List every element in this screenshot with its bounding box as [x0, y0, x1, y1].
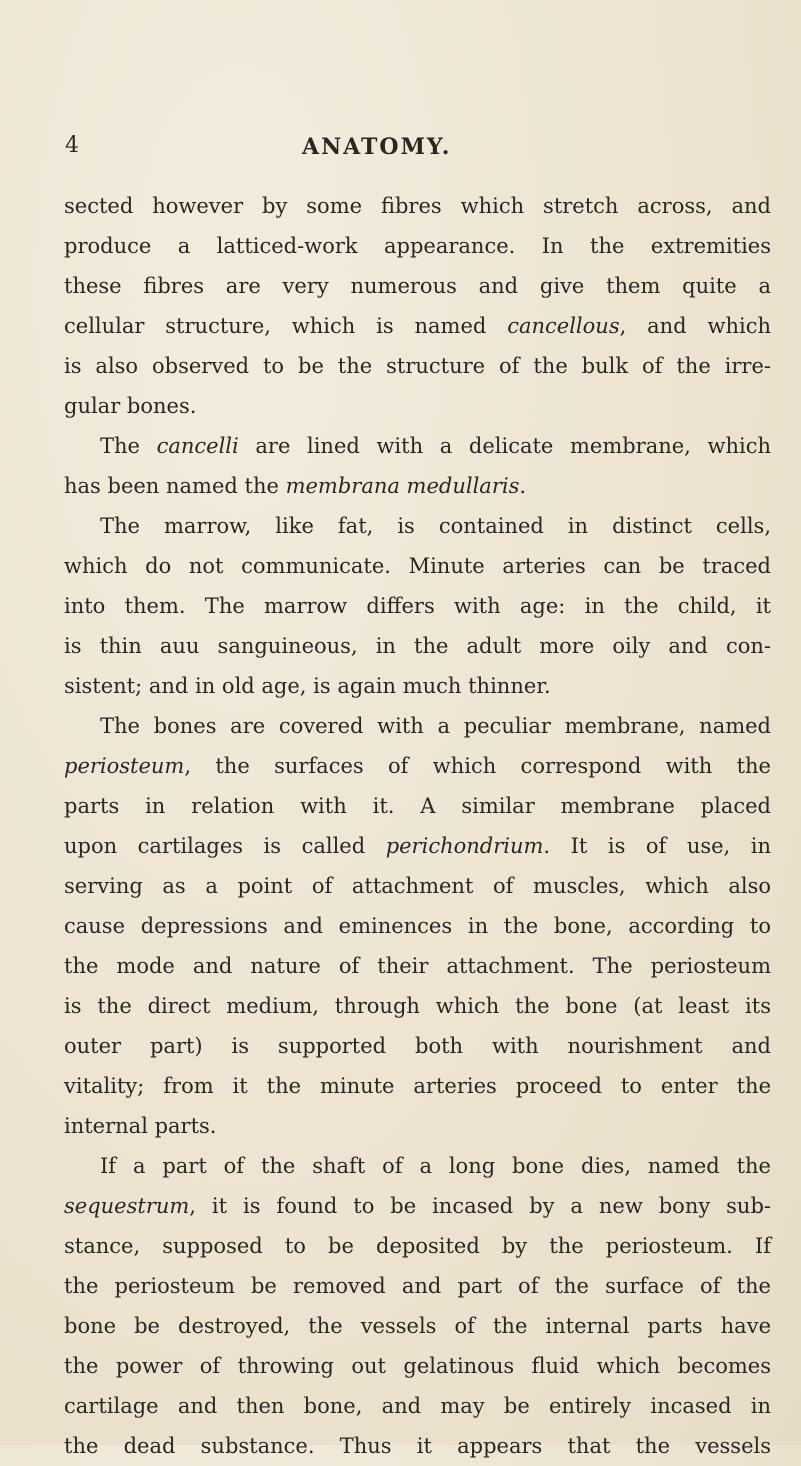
text-run: which do not communicate. Minute arteries can be traced: [64, 554, 771, 578]
text-run: vitality; from it the minute arteries proceed to enter the: [64, 1074, 771, 1098]
italic-term: perichondrium: [385, 834, 544, 858]
page-header: [0, 133, 801, 163]
text-run: . It is of use, in: [543, 834, 772, 858]
paragraph: [64, 506, 771, 706]
text-run: are lined with a delicate membrane, which: [238, 434, 771, 458]
italic-term: cancelli: [156, 434, 239, 458]
text-line: [64, 586, 771, 626]
text-line: [64, 1426, 771, 1466]
text-run: .: [519, 474, 527, 498]
text-run: the power of throwing out gelatinous fluid which becomes: [64, 1354, 771, 1378]
text-run: gular bones.: [64, 394, 197, 418]
text-run: , the surfaces of which correspond with the: [184, 754, 771, 778]
text-line: [64, 1346, 771, 1386]
text-run: The bones are covered with a peculiar membrane, named: [100, 714, 771, 738]
paragraph: [64, 1146, 771, 1466]
text-run: , and which: [619, 314, 771, 338]
text-line: [64, 1106, 771, 1146]
text-line: [64, 346, 771, 386]
text-run: is also observed to be the structure of the bulk of the irre-: [64, 354, 771, 378]
text-run: serving as a point of attachment of muscles, which also: [64, 874, 771, 898]
text-line: [64, 946, 771, 986]
text-line: [64, 706, 771, 746]
body-text: [64, 186, 771, 1466]
text-run: The marrow, like fat, is contained in distinct cells,: [100, 514, 771, 538]
text-line: [64, 746, 771, 786]
paragraph: [64, 706, 771, 1146]
text-run: into them. The marrow differs with age: in the child, it: [64, 594, 771, 618]
text-run: sistent; and in old age, is again much thinner.: [64, 674, 551, 698]
running-title: ANATOMY.: [302, 134, 452, 160]
text-line: [64, 506, 771, 546]
text-run: has been named the: [64, 474, 286, 498]
text-run: internal parts.: [64, 1114, 217, 1138]
text-run: the dead substance. Thus it appears that the vessels: [64, 1434, 771, 1458]
text-run: If a part of the shaft of a long bone dies, named the: [100, 1154, 771, 1178]
text-run: these fibres are very numerous and give them quite a: [64, 274, 771, 298]
text-run: cause depressions and eminences in the bone, according to: [64, 914, 771, 938]
text-line: [64, 626, 771, 666]
text-run: the mode and nature of their attachment. The periosteum: [64, 954, 771, 978]
text-line: [64, 1146, 771, 1186]
paragraph: [64, 186, 771, 426]
text-line: [64, 786, 771, 826]
text-line: [64, 1026, 771, 1066]
italic-term: periosteum: [64, 754, 185, 778]
page-number: 4: [65, 133, 80, 158]
text-line: [64, 266, 771, 306]
text-line: [64, 466, 771, 506]
italic-term: membrana medullaris: [285, 474, 520, 498]
text-run: stance, supposed to be deposited by the periosteum. If: [64, 1234, 771, 1258]
text-run: The: [100, 434, 157, 458]
paragraph: [64, 426, 771, 506]
text-run: the periosteum be removed and part of the surface of the: [64, 1274, 771, 1298]
text-run: , it is found to be incased by a new bony sub-: [189, 1194, 771, 1218]
text-line: [64, 186, 771, 226]
text-line: [64, 1226, 771, 1266]
text-run: is thin auu sanguineous, in the adult more oily and con-: [64, 634, 771, 658]
text-run: parts in relation with it. A similar membrane placed: [64, 794, 771, 818]
text-line: [64, 546, 771, 586]
text-line: [64, 826, 771, 866]
text-run: cartilage and then bone, and may be entirely incased in: [64, 1394, 771, 1418]
text-line: [64, 1266, 771, 1306]
text-line: [64, 1066, 771, 1106]
text-run: bone be destroyed, the vessels of the internal parts have: [64, 1314, 771, 1338]
text-line: [64, 1386, 771, 1426]
italic-term: cancellous: [507, 314, 620, 338]
text-run: produce a latticed-work appearance. In the extremities: [64, 234, 771, 258]
text-run: cellular structure, which is named: [64, 314, 508, 338]
text-line: [64, 306, 771, 346]
text-run: upon cartilages is called: [64, 834, 386, 858]
text-line: [64, 1186, 771, 1226]
text-line: [64, 386, 771, 426]
text-line: [64, 906, 771, 946]
text-line: [64, 226, 771, 266]
text-line: [64, 866, 771, 906]
text-line: [64, 666, 771, 706]
italic-term: sequestrum: [64, 1194, 190, 1218]
text-run: is the direct medium, through which the bone (at least its: [64, 994, 771, 1018]
text-line: [64, 426, 771, 466]
text-run: sected however by some fibres which stretch across, and: [64, 194, 771, 218]
text-run: outer part) is supported both with nourishment and: [64, 1034, 771, 1058]
text-line: [64, 1306, 771, 1346]
text-line: [64, 986, 771, 1026]
